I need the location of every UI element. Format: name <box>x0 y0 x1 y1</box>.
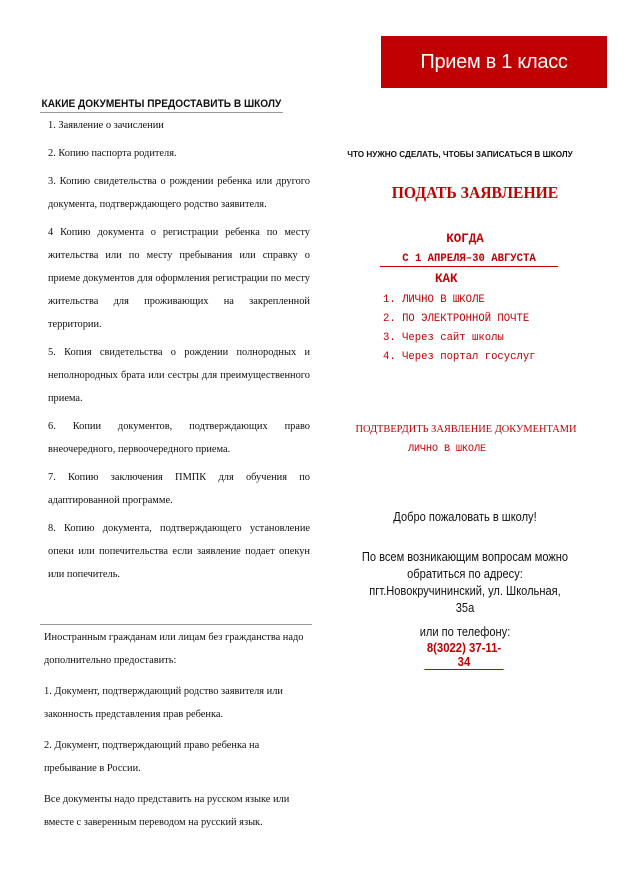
document-item: 7. Копию заключения ПМПК для обучения по адаптированной программе. <box>48 472 310 506</box>
how-label: КАК <box>435 272 458 286</box>
enrollment-subtitle: ЧТО НУЖНО СДЕЛАТЬ, ЧТОБЫ ЗАПИСАТЬСЯ В ШКОЛУ <box>347 149 573 159</box>
foreign-item: 1. Документ, подтверждающий родство заявителя или законность представления прав ребенка. <box>44 686 283 720</box>
confirm-heading: ПОДТВЕРДИТЬ ЗАЯВЛЕНИЕ ДОКУМЕНТАМИ <box>355 424 577 435</box>
confirm-in-person: ЛИЧНО В ШКОЛЕ <box>408 444 487 455</box>
phone-number: 8(3022) 37-11-34 <box>424 641 503 670</box>
document-item: 5. Копия свидетельства о рождении полнородных и неполнородных брата или сестры для преимущественного приема. <box>48 347 310 404</box>
apply-heading: ПОДАТЬ ЗАЯВЛЕНИЕ <box>391 183 559 202</box>
submission-methods-list <box>383 291 536 367</box>
when-label: КОГДА <box>446 232 484 246</box>
document-item: 2. Копию паспорта родителя. <box>48 148 177 159</box>
banner-title: Прием в 1 класс <box>420 50 568 73</box>
document-item: 8. Копию документа, подтверждающего установление опеки или попечительства если заявление подает опекун или попечитель. <box>48 523 310 580</box>
welcome-text: Добро пожаловать в школу! <box>393 510 537 524</box>
documents-list <box>48 114 310 591</box>
document-item: 6. Копии документов, подтверждающих право внеочередного, первоочередного приема. <box>48 421 310 455</box>
foreign-citizens-section <box>44 626 306 842</box>
foreign-item: 2. Документ, подтверждающий право ребенка на пребывание в России. <box>44 740 260 774</box>
method-item: 3. Через сайт школы <box>383 332 504 344</box>
method-item: 2. ПО ЭЛЕКТРОННОЙ ПОЧТЕ <box>383 313 530 325</box>
contact-address: По всем возникающим вопросам можно обратиться по адресу: пгт.Новокручининский, ул. Школьная, 35а <box>361 550 569 615</box>
section-divider <box>40 624 312 625</box>
phone-label: или по телефону: <box>419 625 511 639</box>
document-item: 4 Копию документа о регистрации ребенка по месту жительства или по месту пребывания или справку о приеме документов для оформления регистрации по месту жительства для проживающих на закрепленной территории. <box>48 227 310 330</box>
method-item: 4. Через портал госуслуг <box>383 351 536 363</box>
document-item: 1. Заявление о зачислении <box>48 120 164 131</box>
application-dates: С 1 АПРЕЛЯ–30 АВГУСТА <box>380 253 558 267</box>
document-item: 3. Копию свидетельства о рождении ребенка или другого документа, подтверждающего родство заявителя. <box>48 176 310 210</box>
foreign-intro: Иностранным гражданам или лицам без гражданства надо дополнительно предоставить: <box>44 632 304 666</box>
foreign-note: Все документы надо представить на русском языке или вместе с заверенным переводом на русский язык. <box>44 794 290 828</box>
documents-heading: КАКИЕ ДОКУМЕНТЫ ПРЕДОСТАВИТЬ В ШКОЛУ <box>40 98 283 113</box>
method-item: 1. ЛИЧНО В ШКОЛЕ <box>383 294 485 306</box>
title-banner <box>381 36 607 88</box>
